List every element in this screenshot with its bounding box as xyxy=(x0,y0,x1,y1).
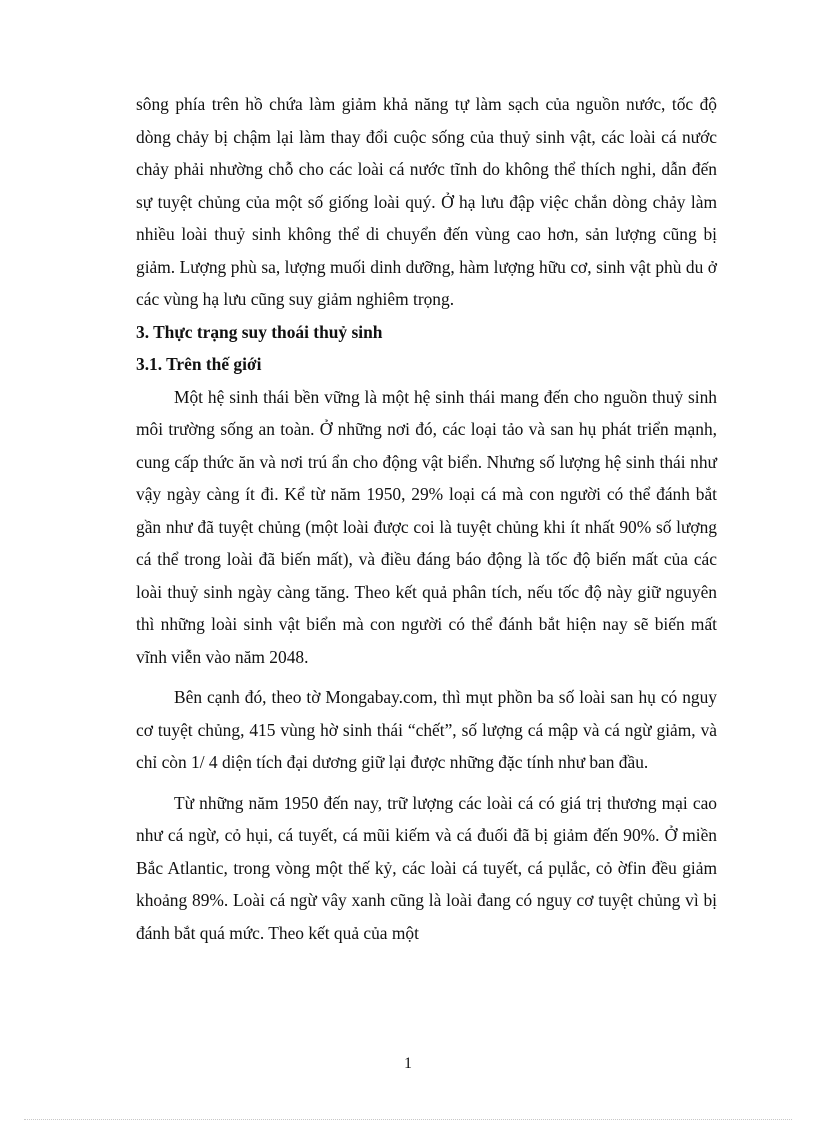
body-paragraph: Một hệ sinh thái bền vững là một hệ sinh thái mang đến cho nguồn thuỷ sinh môi trường sống an toàn. Ở những nơi đó, các loại tảo và san hụ phát triển mạnh, cung cấp thức ăn và nơi trú ẩn cho động vật biển. Nhưng số lượng hệ sinh thái như vậy ngày càng ít đi. Kể từ năm 1950, 29% loại cá mà con người có thể đánh bắt gần như đã tuyệt chủng (một loài được coi là tuyệt chủng khi ít nhất 90% số lượng cá thể trong loài đã biến mất), và điều đáng báo động là tốc độ biến mất của các loài thuỷ sinh ngày càng tăng. Theo kết quả phân tích, nếu tốc độ này giữ nguyên thì những loài sinh vật biển mà con người có thể đánh bắt hiện nay sẽ biến mất vĩnh viễn vào năm 2048. xyxy=(136,386,717,667)
section-heading: 3. Thực trạng suy thoái thuỷ sinh xyxy=(136,321,383,342)
body-paragraph: Bên cạnh đó, theo tờ Mongabay.com, thì mụt phồn ba số loài san hụ có nguy cơ tuyệt chủng, 415 vùng hờ sinh thái “chết”, số lượng cá mập và cá ngừ giảm, và chỉ còn 1/ 4 diện tích đại dương giữ lại được những đặc tính như ban đầu. xyxy=(136,687,717,772)
page-bottom-divider xyxy=(24,1119,792,1120)
body-paragraph: Từ những năm 1950 đến nay, trữ lượng các loài cá có giá trị thương mại cao như cá ngừ, cỏ hụi, cá tuyết, cá mũi kiếm và cá đuối đã bị giảm đến 90%. Ở miền Bắc Atlantic, trong vòng một thế kỷ, các loài cá tuyết, cá pụlắc, cỏ ờfin đều giảm khoảng 89%. Loài cá ngừ vây xanh cũng là loài đang có nguy cơ tuyệt chủng vì bị đánh bắt quá mức. Theo kết quả của một xyxy=(136,792,717,943)
body-paragraph-continued: sông phía trên hồ chứa làm giảm khả năng tự làm sạch của nguồn nước, tốc độ dòng chảy bị chậm lại làm thay đổi cuộc sống của thuỷ sinh vật, các loài cá nước chảy phải nhường chỗ cho các loài cá nước tĩnh do không thể thích nghi, dẫn đến sự tuyệt chủng của một số giống loài quý. Ở hạ lưu đập việc chắn dòng chảy làm nhiều loài thuỷ sinh không thể di chuyển đến vùng cao hơn, sản lượng cũng bị giảm. Lượng phù sa, lượng muối dinh dưỡng, hàm lượng hữu cơ, sinh vật phù du ở các vùng hạ lưu cũng suy giảm nghiêm trọng. xyxy=(136,94,717,309)
subsection-heading: 3.1. Trên thế giới xyxy=(136,354,262,374)
page-content xyxy=(136,88,717,949)
page-number: 1 xyxy=(404,1055,412,1072)
